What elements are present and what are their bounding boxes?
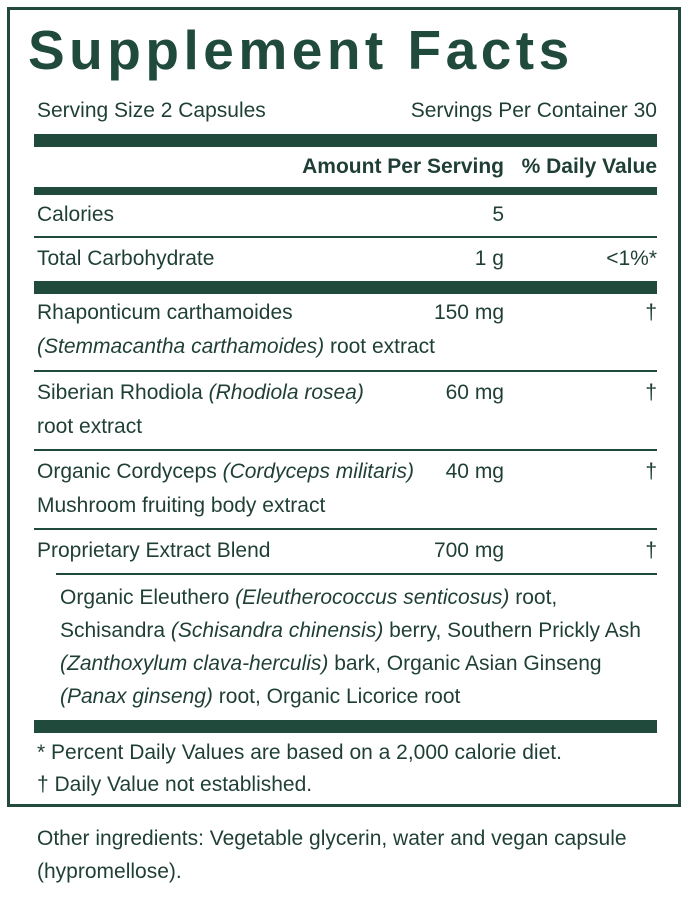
blend-text: Schisandra (60, 619, 171, 642)
rhaponticum-extract-line (37, 330, 435, 363)
calories-label: Calories (37, 203, 115, 226)
cordyceps-amount: 40 mg (445, 460, 504, 483)
medium-divider (34, 187, 657, 195)
rhaponticum-label: Rhaponticum carthamoides (37, 301, 293, 324)
cordyceps-latin-name: (Cordyceps militaris) (222, 460, 414, 483)
blend-latin: (Eleutherococcus senticosus) (235, 586, 510, 609)
rhaponticum-suffix: root extract (324, 335, 436, 358)
blend-latin: (Schisandra chinensis) (170, 619, 384, 642)
blend-ingredients-line4 (60, 680, 460, 713)
other-ingredients-line2: (hypromellose). (37, 860, 182, 883)
blend-label: Proprietary Extract Blend (37, 539, 271, 562)
blend-text: Organic Eleuthero (60, 586, 236, 609)
rhodiola-latin-name: (Rhodiola rosea) (208, 381, 364, 404)
daily-value-header: % Daily Value (521, 155, 657, 178)
footnote-percent: * Percent Daily Values are based on a 2,000 calorie diet. (37, 741, 562, 764)
blend-text: bark, Organic Asian Ginseng (328, 652, 602, 675)
thick-divider (34, 281, 657, 294)
panel-title: Supplement Facts (28, 19, 574, 81)
row-divider (34, 236, 657, 238)
rhaponticum-dv: † (645, 301, 657, 324)
footnote-dagger: † Daily Value not established. (37, 773, 313, 796)
blend-dv: † (645, 539, 657, 562)
blend-latin: (Zanthoxylum clava-herculis) (60, 652, 329, 675)
cordyceps-line2: Mushroom fruiting body extract (37, 494, 326, 517)
cordyceps-name: Organic Cordyceps (37, 460, 223, 483)
rhodiola-name: Siberian Rhodiola (37, 381, 209, 404)
rhodiola-line2: root extract (37, 415, 143, 438)
carbohydrate-dv: <1%* (606, 247, 657, 270)
serving-size: Serving Size 2 Capsules (37, 99, 266, 122)
carbohydrate-amount: 1 g (474, 247, 504, 270)
row-divider (34, 449, 657, 451)
blend-amount: 700 mg (433, 539, 504, 562)
blend-latin: (Panax ginseng) (60, 685, 213, 708)
rhodiola-label (37, 376, 364, 409)
rhodiola-amount: 60 mg (445, 381, 504, 404)
blend-text: root, Organic Licorice root (212, 685, 461, 708)
cordyceps-dv: † (645, 460, 657, 483)
blend-sub-divider (56, 573, 657, 575)
calories-amount: 5 (492, 203, 504, 226)
rhodiola-dv: † (645, 381, 657, 404)
thick-divider (34, 720, 657, 733)
cordyceps-label (37, 455, 414, 488)
blend-ingredients-line3 (60, 647, 602, 680)
blend-text: root, (509, 586, 558, 609)
rhaponticum-latin-name: (Stemmacantha carthamoides) (37, 335, 325, 358)
blend-ingredients-line2 (60, 614, 641, 647)
servings-per-container: Servings Per Container 30 (410, 99, 657, 122)
row-divider (34, 528, 657, 530)
rhaponticum-amount: 150 mg (433, 301, 504, 324)
amount-header: Amount Per Serving (302, 155, 504, 178)
thick-divider (34, 134, 657, 147)
row-divider (34, 370, 657, 372)
carbohydrate-label: Total Carbohydrate (37, 247, 215, 270)
blend-text: berry, Southern Prickly Ash (383, 619, 641, 642)
blend-ingredients-line1 (60, 581, 557, 614)
other-ingredients-line1: Other ingredients: Vegetable glycerin, water and vegan capsule (37, 827, 627, 850)
